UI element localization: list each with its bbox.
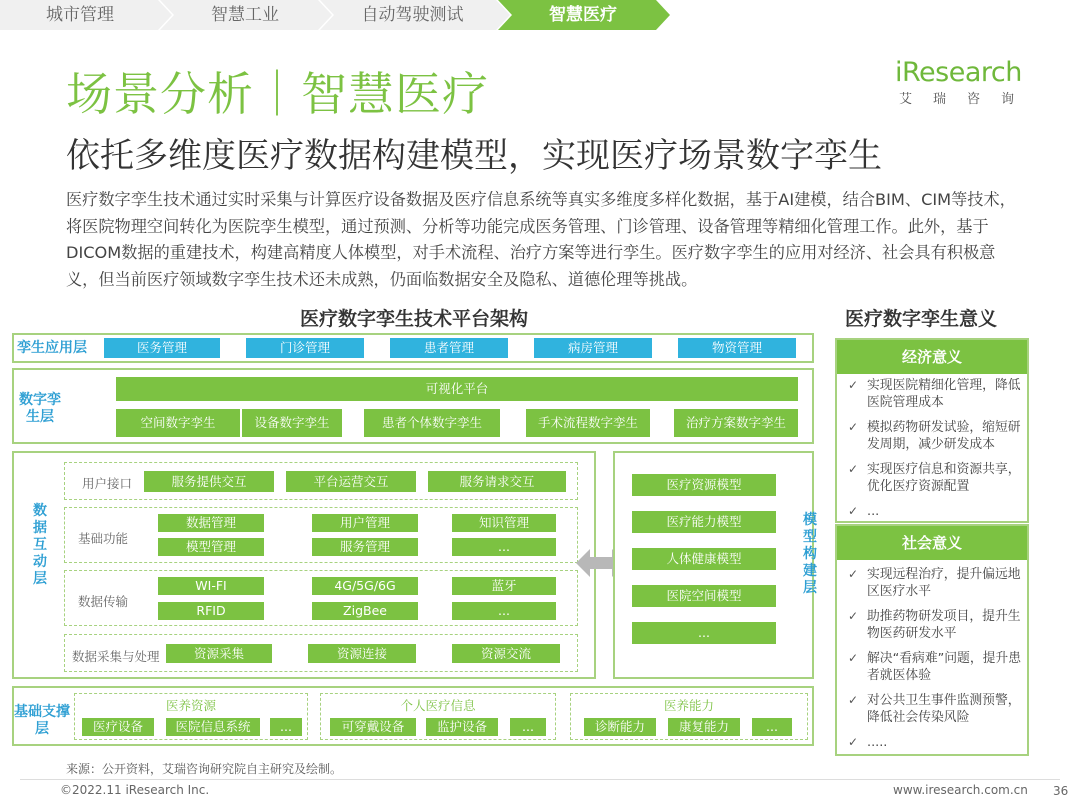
economic-significance-panel	[835, 338, 1029, 523]
user-interface-label: 用户接口	[82, 476, 133, 491]
twin-space: 空间数字孪生	[116, 409, 240, 437]
intro-paragraph: 医疗数字孪生技术通过实时采集与计算医疗设备数据及医疗信息系统等真实多维度多样化数据，基于AI建模，结合BIM、CIM等技术，将医院物理空间转化为医院孪生模型，通过预测、分析等功能完成医务管理、门诊管理、设备管理等精细化管理工作。此外，基于DICOM数据的重建技术，构建高精度人体模型，对手术流程、治疗方案等进行孪生。医疗数字孪生的应用对经济、社会具有积极意义，但当前医疗领域数字孪生技术还未成熟，仍面临数据安全及隐私、道德伦理等挑战。	[66, 190, 1016, 289]
check-icon: ✓	[848, 651, 859, 665]
tab-autonomous-driving[interactable]: 自动驾驶测试	[361, 5, 464, 25]
check-icon: ✓	[848, 504, 859, 518]
collect-resource-connect: 资源连接	[308, 644, 416, 663]
data-collection-label: 数据采集与处理	[72, 649, 160, 664]
model-hospital-space: 医院空间模型	[632, 585, 776, 607]
model-human-health: 人体健康模型	[632, 548, 776, 570]
twin-treatment: 治疗方案数字孪生	[674, 409, 798, 437]
page-number: 36	[1053, 784, 1069, 798]
ui-platform-operation: 平台运营交互	[286, 471, 416, 492]
check-icon: ✓	[848, 609, 859, 623]
tx-cellular: 4G/5G/6G	[312, 577, 418, 595]
social-item: ✓ 解决“看病难”问题，提升患者就医体验	[848, 651, 1022, 683]
economic-item: ✓ 实现医疗信息和资源共享，优化医疗资源配置	[848, 462, 1021, 494]
collect-resource-exchange: 资源交流	[452, 644, 560, 663]
tx-wifi: WI-FI	[158, 577, 264, 595]
data-transfer-label: 数据传输	[78, 594, 129, 609]
base-group-1-title: 医养资源	[165, 698, 216, 713]
economic-item: ✓ 实现医院精细化管理，降低医院管理成本	[848, 378, 1021, 410]
logo-cn: 艾瑞咨询	[899, 92, 1036, 107]
base-layer-label: 基础支撑层	[14, 704, 70, 737]
logo-word: iResearch	[895, 57, 1022, 88]
model-capability: 医疗能力模型	[632, 511, 776, 533]
base-wearable-device: 可穿戴设备	[330, 718, 416, 736]
page-subtitle: 依托多维度医疗数据构建模型，实现医疗场景数字孪生	[66, 136, 882, 176]
iresearch-logo	[895, 57, 1036, 107]
twin-layer-label: 数字孪生层	[19, 392, 61, 425]
fn-model-management: 模型管理	[158, 538, 264, 556]
page-title: 场景分析｜智慧医疗	[66, 67, 489, 121]
app-outpatient: 门诊管理	[246, 338, 364, 358]
base-hospital-info-system: 医院信息系统	[166, 718, 260, 736]
base-group-1-more: ...	[270, 718, 302, 736]
architecture-title: 医疗数字孪生技术平台架构	[300, 308, 529, 330]
source-note: 来源：公开资料，艾瑞咨询研究院自主研究及绘制。	[66, 762, 343, 776]
social-significance-title: 社会意义	[837, 526, 1027, 560]
app-ward: 病房管理	[534, 338, 652, 358]
social-item: ✓ 实现远程治疗，提升偏远地区医疗水平	[848, 567, 1021, 599]
model-more: ...	[632, 622, 776, 644]
fn-user-management: 用户管理	[312, 514, 418, 532]
tab-smart-medical[interactable]: 智慧医疗	[549, 5, 617, 25]
fn-knowledge-management: 知识管理	[452, 514, 556, 532]
social-significance-panel	[835, 524, 1029, 756]
base-rehab-capability: 康复能力	[668, 718, 740, 736]
ui-service-provide: 服务提供交互	[144, 471, 274, 492]
model-layer-label: 模型构建层	[803, 512, 817, 596]
tx-rfid: RFID	[158, 602, 264, 620]
social-item: ✓ .....	[848, 735, 888, 750]
tab-smart-industry[interactable]: 智慧工业	[211, 5, 279, 25]
economic-item: ✓ ...	[848, 504, 880, 519]
social-item: ✓ 对公共卫生事件监测预警，降低社会传染风险	[848, 693, 1021, 725]
twin-patient: 患者个体数字孪生	[364, 409, 500, 437]
twin-surgery: 手术流程数字孪生	[526, 409, 650, 437]
model-resource: 医疗资源模型	[632, 474, 776, 496]
twin-device: 设备数字孪生	[242, 409, 342, 437]
base-medical-device: 医疗设备	[82, 718, 154, 736]
economic-significance-title: 经济意义	[837, 340, 1027, 374]
interaction-layer-label: 数据互动层	[33, 503, 47, 587]
app-materials: 物资管理	[678, 338, 796, 358]
base-monitoring-device: 监护设备	[426, 718, 498, 736]
base-group-3-more: ...	[752, 718, 792, 736]
check-icon: ✓	[848, 462, 859, 476]
check-icon: ✓	[848, 378, 859, 392]
footer-divider	[20, 779, 1060, 780]
application-layer-label: 孪生应用层	[17, 340, 87, 356]
check-icon: ✓	[848, 420, 859, 434]
check-icon: ✓	[848, 567, 859, 581]
social-item: ✓ 助推药物研发项目，提升生物医药研发水平	[848, 609, 1021, 641]
base-group-2-title: 个人医疗信息	[400, 698, 476, 713]
breadcrumb-tabs	[0, 0, 680, 30]
copyright: ©2022.11 iResearch Inc.	[60, 783, 210, 797]
economic-item: ✓ 模拟药物研发试验，缩短研发周期，减少研发成本	[848, 420, 1021, 452]
tab-city-management[interactable]: 城市管理	[46, 5, 114, 25]
website-link[interactable]: www.iresearch.com.cn	[893, 783, 1028, 797]
base-diagnosis-capability: 诊断能力	[584, 718, 656, 736]
check-icon: ✓	[848, 735, 859, 749]
collect-resource-gather: 资源采集	[166, 644, 272, 663]
basic-functions-label: 基础功能	[78, 531, 129, 546]
app-medical-affairs: 医务管理	[104, 338, 220, 358]
ui-service-request: 服务请求交互	[428, 471, 566, 492]
fn-data-management: 数据管理	[158, 514, 264, 532]
base-group-2-more: ...	[510, 718, 546, 736]
tx-more: ...	[452, 602, 556, 620]
visualization-platform: 可视化平台	[116, 377, 798, 401]
app-patient: 患者管理	[390, 338, 508, 358]
tx-zigbee: ZigBee	[312, 602, 418, 620]
check-icon: ✓	[848, 693, 859, 707]
fn-more: ...	[452, 538, 556, 556]
significance-title: 医疗数字孪生意义	[845, 308, 998, 330]
tx-bluetooth: 蓝牙	[452, 577, 556, 595]
fn-service-management: 服务管理	[312, 538, 418, 556]
base-group-3-title: 医养能力	[663, 698, 714, 713]
